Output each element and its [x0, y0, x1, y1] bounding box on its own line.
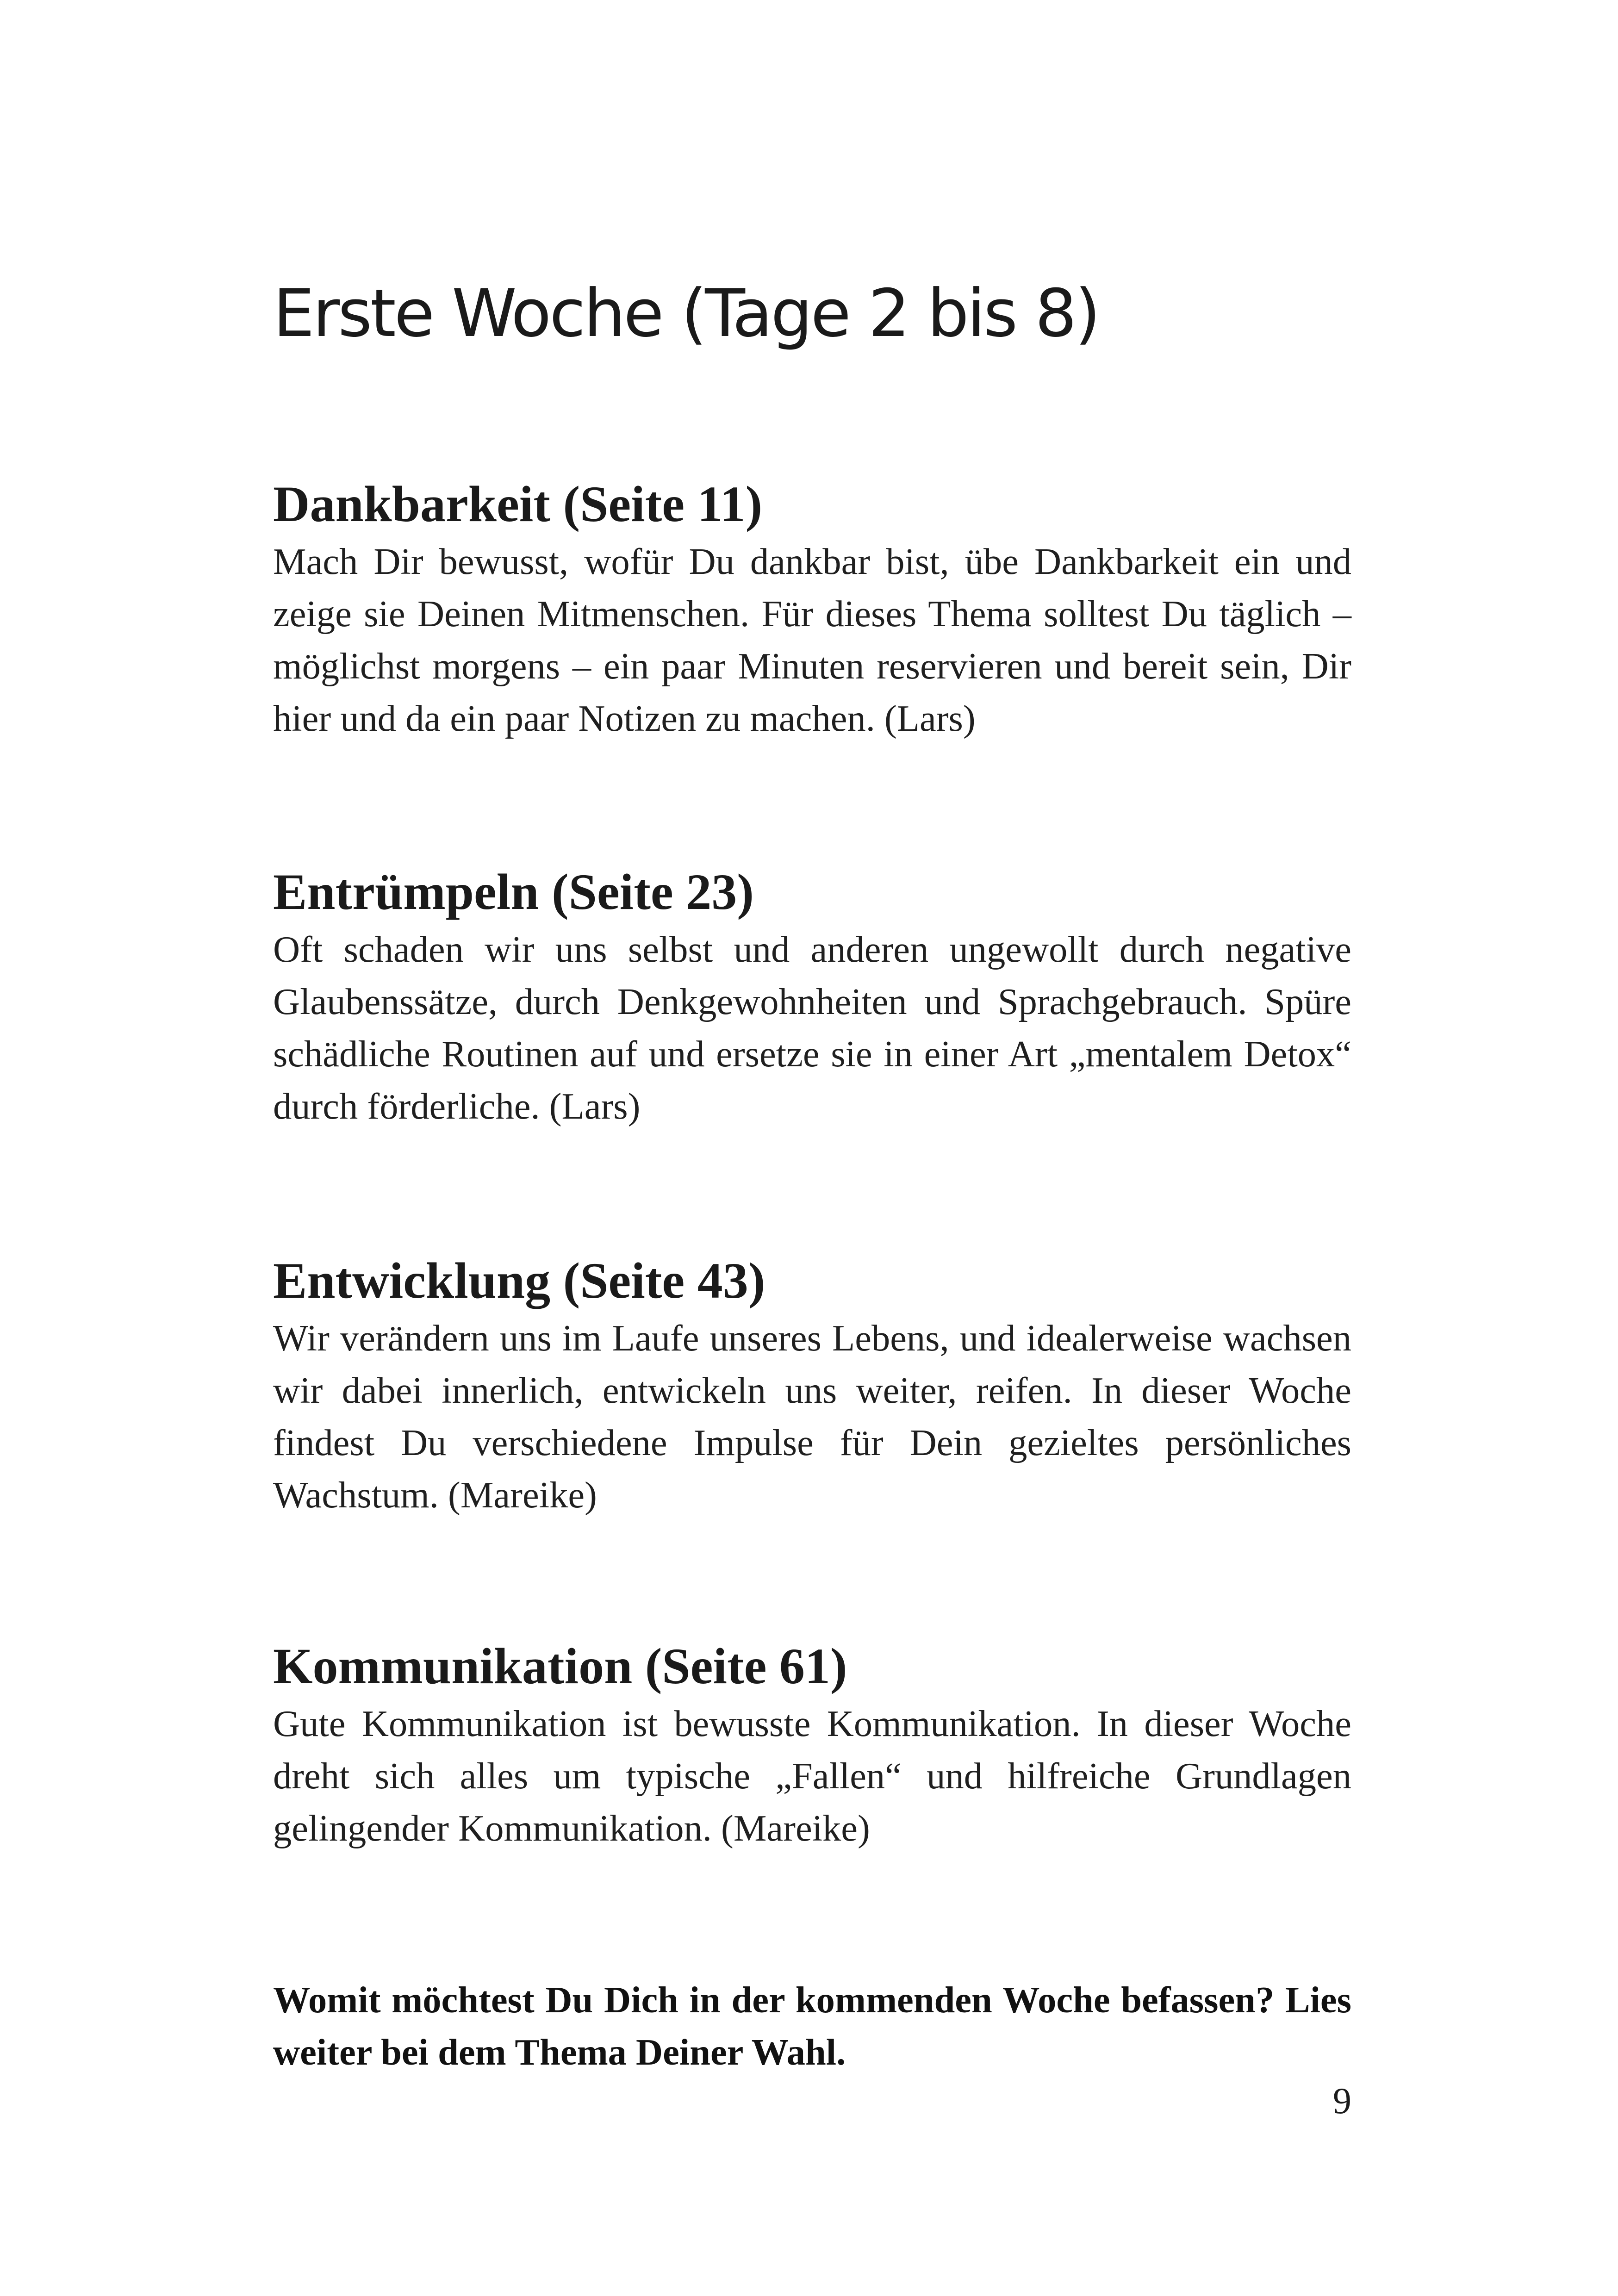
section-heading: Entrümpeln (Seite 23) [273, 864, 754, 920]
section-body: Gute Kommunikation ist bewusste Kommunikation. In dieser Woche dreht sich alles um typische „Fallen“ und hilfreiche Grundlagen gelingender Kommunikation. (Mareike) [273, 1703, 1351, 1849]
section-dankbarkeit [273, 473, 1351, 745]
section-entwicklung [273, 1250, 1351, 1521]
section-kommunikation [273, 1635, 1351, 1854]
section-heading: Entwicklung (Seite 43) [273, 1252, 765, 1309]
closing-question: Womit möchtest Du Dich in der kommenden Woche befassen? Lies weiter bei dem Thema Deiner Wahl. [273, 1979, 1351, 2073]
section-body: Oft schaden wir uns selbst und anderen ungewollt durch negative Glaubenssätze, durch Denkgewohnheiten und Sprachgebrauch. Spüre schädliche Routinen auf und ersetze sie in einer Art „mentalem Detox“ durch förderliche. (Lars) [273, 929, 1351, 1127]
section-entruempeln [273, 861, 1351, 1132]
section-body: Wir verändern uns im Laufe unseres Lebens, und idealerweise wachsen wir dabei innerlich, entwickeln uns weiter, reifen. In dieser Woche findest Du verschiedene Impulse für Dein gezieltes persönliches Wachstum. (Mareike) [273, 1318, 1351, 1516]
section-heading: Dankbarkeit (Seite 11) [273, 476, 763, 532]
section-heading: Kommunikation (Seite 61) [273, 1638, 847, 1694]
section-body: Mach Dir bewusst, wofür Du dankbar bist, übe Dankbarkeit ein und zeige sie Deinen Mitmenschen. Für dieses Thema solltest Du täglich – möglichst morgens – ein paar Minuten reservieren und bereit sein, Dir hier und da ein paar Notizen zu machen. (Lars) [273, 541, 1351, 739]
page-number: 9 [1333, 2081, 1351, 2122]
page-title: Erste Woche (Tage 2 bis 8) [273, 275, 1099, 352]
